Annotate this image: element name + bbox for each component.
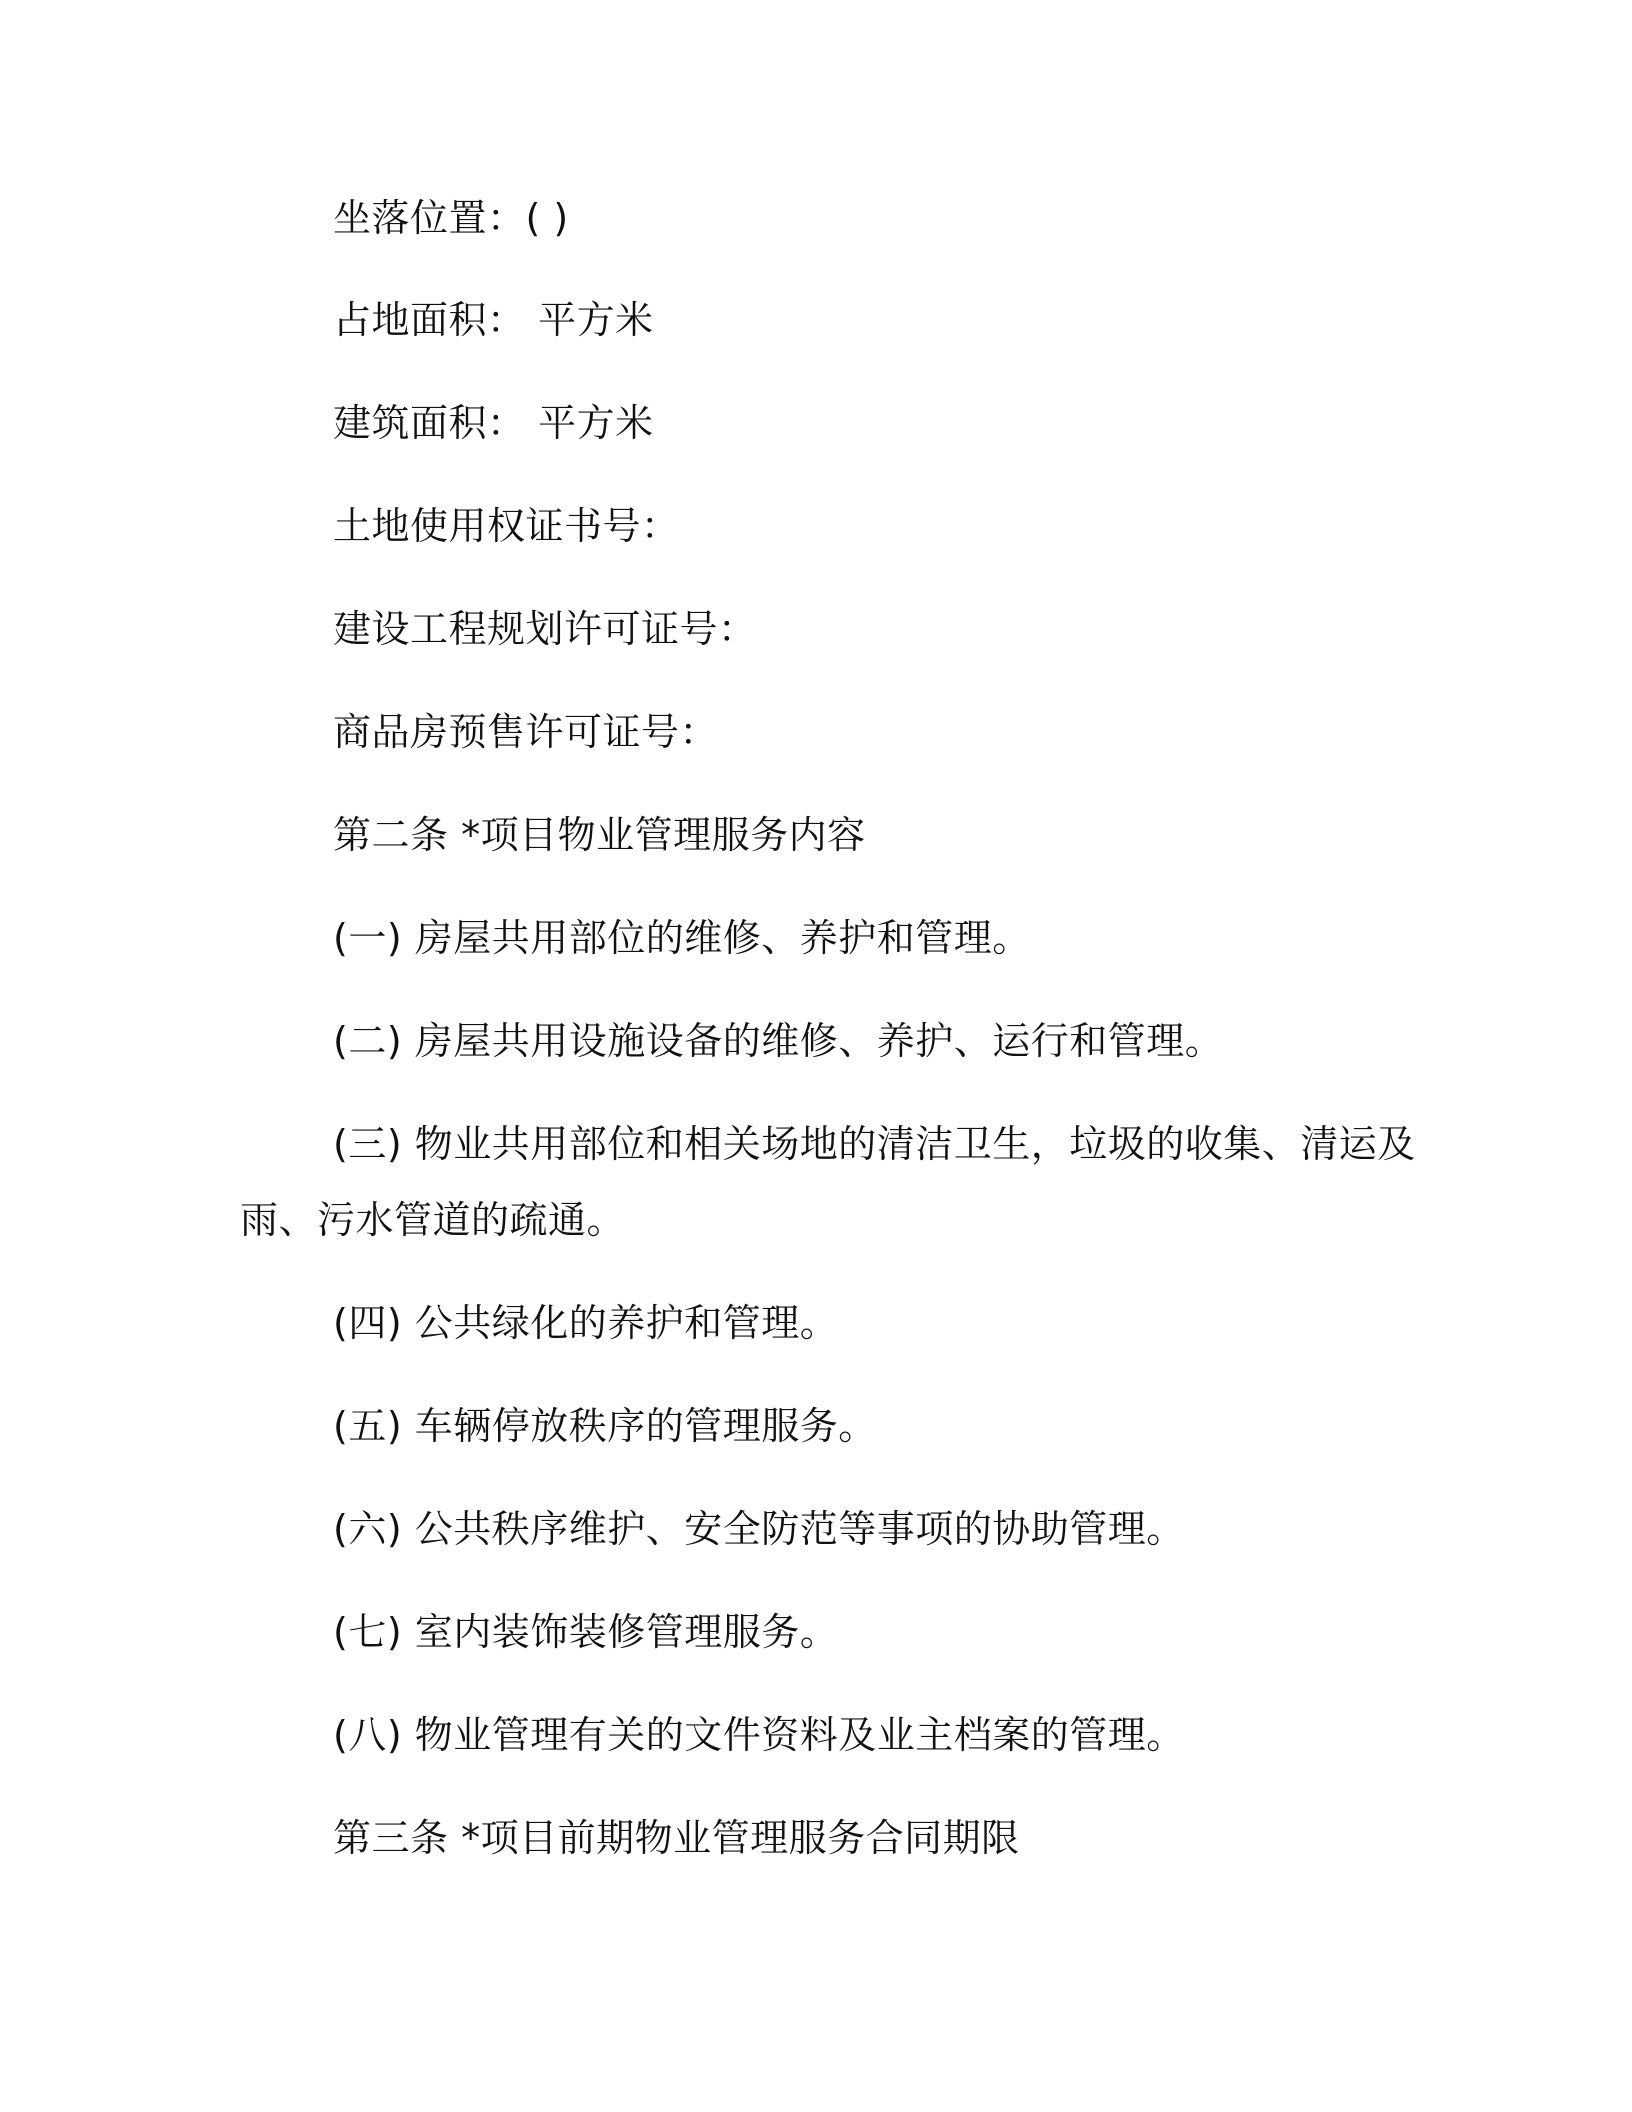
presale-permit-line: 商品房预售许可证号：: [333, 710, 719, 754]
article-3-heading: 第三条 *项目前期物业管理服务合同期限: [333, 1816, 1020, 1860]
item-1-line: (一) 房屋共用部位的维修、养护和管理。: [333, 916, 1031, 960]
land-area-line: 占地面积： 平方米: [333, 298, 654, 342]
item-5-line: (五) 车辆停放秩序的管理服务。: [333, 1404, 877, 1448]
building-area-line: 建筑面积： 平方米: [333, 401, 654, 445]
item-3-line-2: 雨、污水管道的疏通。: [240, 1198, 626, 1242]
item-7-line: (七) 室内装饰装修管理服务。: [333, 1610, 839, 1654]
item-2-line: (二) 房屋共用设施设备的维修、养护、运行和管理。: [333, 1019, 1224, 1063]
land-cert-line: 土地使用权证书号：: [333, 504, 680, 548]
item-4-line: (四) 公共绿化的养护和管理。: [333, 1301, 839, 1345]
planning-permit-line: 建设工程规划许可证号：: [333, 607, 757, 651]
article-2-heading: 第二条 *项目物业管理服务内容: [333, 813, 866, 857]
location-line: 坐落位置：( ): [333, 196, 569, 240]
item-3-line-1: (三) 物业共用部位和相关场地的清洁卫生，垃圾的收集、清运及: [333, 1122, 1416, 1166]
item-8-line: (八) 物业管理有关的文件资料及业主档案的管理。: [333, 1713, 1185, 1757]
item-6-line: (六) 公共秩序维护、安全防范等事项的协助管理。: [333, 1507, 1185, 1551]
